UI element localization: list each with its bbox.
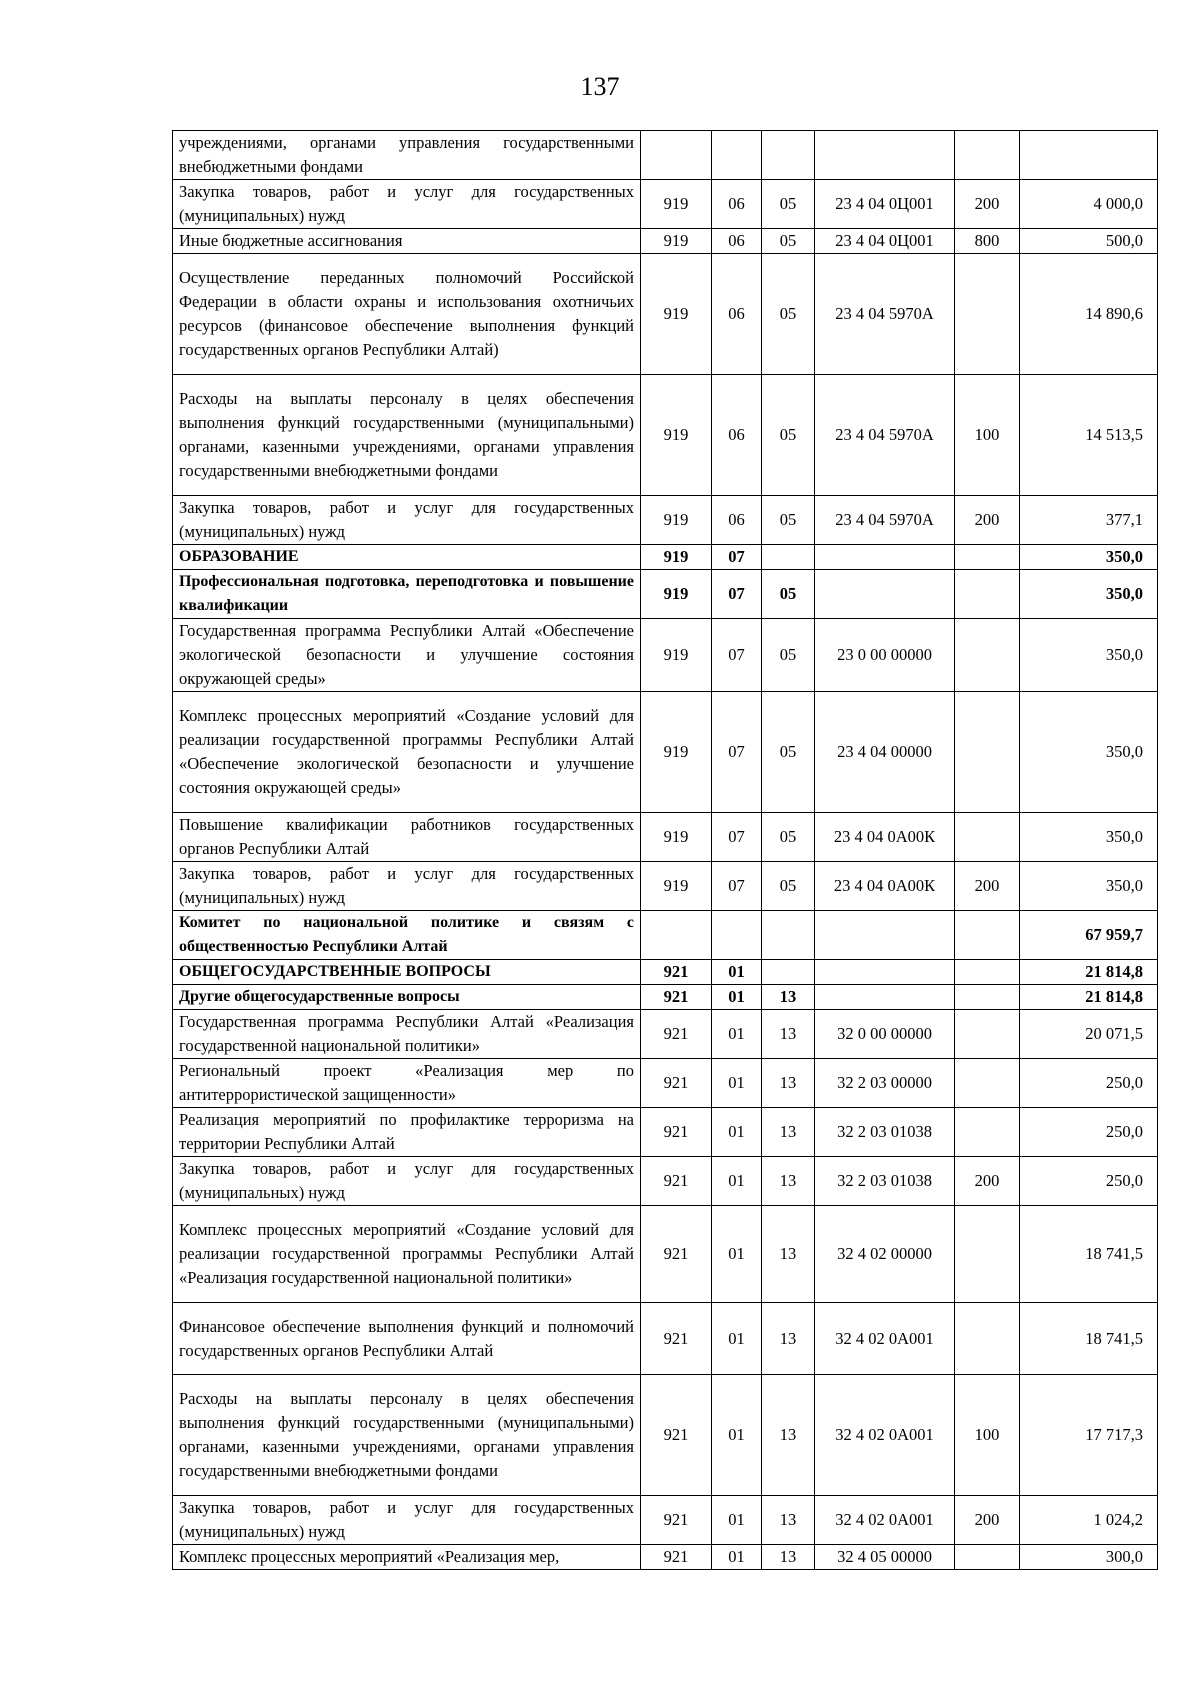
row-csr-cell: 23 4 04 00000 <box>815 692 955 813</box>
row-name-cell: Реализация мероприятий по профилактике терроризма на территории Республики Алтай <box>173 1108 641 1157</box>
row-csr-cell: 32 4 02 0А001 <box>815 1496 955 1545</box>
row-rz-cell: 07 <box>712 570 762 619</box>
row-vr-cell: 100 <box>955 1375 1020 1496</box>
row-vr-cell <box>955 254 1020 375</box>
row-gr-cell: 921 <box>641 960 712 985</box>
row-sum-cell: 500,0 <box>1020 229 1158 254</box>
row-gr-cell: 921 <box>641 985 712 1010</box>
row-csr-cell: 32 4 05 00000 <box>815 1545 955 1570</box>
row-gr-cell: 921 <box>641 1496 712 1545</box>
table-row <box>173 1157 1158 1206</box>
row-csr-cell <box>815 131 955 180</box>
table-row <box>173 496 1158 545</box>
row-rz-cell: 01 <box>712 1303 762 1375</box>
row-gr-cell: 919 <box>641 375 712 496</box>
table-row <box>173 1545 1158 1570</box>
row-csr-cell <box>815 570 955 619</box>
row-csr-cell: 23 0 00 00000 <box>815 619 955 692</box>
page-number: 137 <box>580 72 620 101</box>
row-name-cell: учреждениями, органами управления государственными внебюджетными фондами <box>173 131 641 180</box>
row-pr-cell <box>762 911 815 960</box>
row-rz-cell: 01 <box>712 1010 762 1059</box>
row-vr-cell <box>955 1303 1020 1375</box>
table-row <box>173 960 1158 985</box>
row-name-cell: Закупка товаров, работ и услуг для государственных (муниципальных) нужд <box>173 180 641 229</box>
row-sum-cell: 21 814,8 <box>1020 985 1158 1010</box>
row-sum-cell: 350,0 <box>1020 570 1158 619</box>
row-sum-cell <box>1020 131 1158 180</box>
row-name-cell: Финансовое обеспечение выполнения функций и полномочий государственных органов Республики Алтай <box>173 1303 641 1375</box>
row-pr-cell <box>762 545 815 570</box>
row-csr-cell <box>815 545 955 570</box>
row-gr-cell: 919 <box>641 813 712 862</box>
row-csr-cell: 32 2 03 00000 <box>815 1059 955 1108</box>
row-name-cell: Закупка товаров, работ и услуг для государственных (муниципальных) нужд <box>173 862 641 911</box>
row-pr-cell: 13 <box>762 1010 815 1059</box>
row-vr-cell: 800 <box>955 229 1020 254</box>
row-rz-cell: 07 <box>712 545 762 570</box>
row-vr-cell <box>955 570 1020 619</box>
row-csr-cell: 23 4 04 5970А <box>815 496 955 545</box>
row-csr-cell: 23 4 04 0Ц001 <box>815 180 955 229</box>
row-name-cell: Повышение квалификации работников государственных органов Республики Алтай <box>173 813 641 862</box>
row-name-cell: Закупка товаров, работ и услуг для государственных (муниципальных) нужд <box>173 496 641 545</box>
row-vr-cell: 200 <box>955 1496 1020 1545</box>
row-name-cell: Иные бюджетные ассигнования <box>173 229 641 254</box>
row-gr-cell: 919 <box>641 180 712 229</box>
row-rz-cell <box>712 911 762 960</box>
row-name-cell: Другие общегосударственные вопросы <box>173 985 641 1010</box>
row-name-cell: ОБЩЕГОСУДАРСТВЕННЫЕ ВОПРОСЫ <box>173 960 641 985</box>
row-pr-cell <box>762 131 815 180</box>
row-rz-cell: 01 <box>712 1108 762 1157</box>
row-sum-cell: 377,1 <box>1020 496 1158 545</box>
row-vr-cell <box>955 1206 1020 1303</box>
row-vr-cell <box>955 1010 1020 1059</box>
row-vr-cell: 200 <box>955 180 1020 229</box>
row-gr-cell: 919 <box>641 862 712 911</box>
table-row <box>173 813 1158 862</box>
table-row <box>173 985 1158 1010</box>
row-gr-cell: 921 <box>641 1375 712 1496</box>
row-vr-cell <box>955 813 1020 862</box>
row-pr-cell: 13 <box>762 1157 815 1206</box>
row-pr-cell: 13 <box>762 1206 815 1303</box>
row-gr-cell: 919 <box>641 496 712 545</box>
row-rz-cell: 06 <box>712 375 762 496</box>
row-gr-cell: 919 <box>641 619 712 692</box>
row-rz-cell: 07 <box>712 692 762 813</box>
row-pr-cell: 13 <box>762 1108 815 1157</box>
row-gr-cell: 921 <box>641 1010 712 1059</box>
row-name-cell: Комплекс процессных мероприятий «Создание условий для реализации государственной программы Республики Алтай «Обеспечение экологической безопасности и улучшение состояния окружающей среды» <box>173 692 641 813</box>
row-gr-cell: 921 <box>641 1108 712 1157</box>
row-name-cell: Профессиональная подготовка, переподготовка и повышение квалификации <box>173 570 641 619</box>
row-sum-cell: 350,0 <box>1020 545 1158 570</box>
table-row <box>173 1303 1158 1375</box>
row-csr-cell: 23 4 04 0А00К <box>815 813 955 862</box>
table-row <box>173 1010 1158 1059</box>
table-row <box>173 1059 1158 1108</box>
row-csr-cell <box>815 985 955 1010</box>
row-vr-cell <box>955 911 1020 960</box>
row-sum-cell: 1 024,2 <box>1020 1496 1158 1545</box>
row-sum-cell: 14 513,5 <box>1020 375 1158 496</box>
row-gr-cell: 921 <box>641 1303 712 1375</box>
row-gr-cell <box>641 131 712 180</box>
row-vr-cell: 200 <box>955 496 1020 545</box>
row-pr-cell: 13 <box>762 1545 815 1570</box>
row-csr-cell <box>815 911 955 960</box>
row-rz-cell: 06 <box>712 496 762 545</box>
row-name-cell: Расходы на выплаты персоналу в целях обеспечения выполнения функций государственными (муниципальными) органами, казенными учреждениями, органами управления государственными внебюджетными фондами <box>173 1375 641 1496</box>
row-pr-cell: 05 <box>762 229 815 254</box>
row-csr-cell: 32 0 00 00000 <box>815 1010 955 1059</box>
row-pr-cell: 13 <box>762 985 815 1010</box>
row-sum-cell: 350,0 <box>1020 862 1158 911</box>
row-rz-cell: 01 <box>712 1545 762 1570</box>
row-name-cell: Расходы на выплаты персоналу в целях обеспечения выполнения функций государственными (муниципальными) органами, казенными учреждениями, органами управления государственными внебюджетными фондами <box>173 375 641 496</box>
row-name-cell: ОБРАЗОВАНИЕ <box>173 545 641 570</box>
table-row <box>173 862 1158 911</box>
row-csr-cell: 23 4 04 5970А <box>815 375 955 496</box>
row-sum-cell: 18 741,5 <box>1020 1206 1158 1303</box>
row-vr-cell <box>955 1108 1020 1157</box>
row-rz-cell: 01 <box>712 1059 762 1108</box>
row-rz-cell: 01 <box>712 1375 762 1496</box>
table-row <box>173 619 1158 692</box>
table-row <box>173 570 1158 619</box>
row-pr-cell: 05 <box>762 813 815 862</box>
row-sum-cell: 300,0 <box>1020 1545 1158 1570</box>
row-sum-cell: 350,0 <box>1020 813 1158 862</box>
row-sum-cell: 4 000,0 <box>1020 180 1158 229</box>
row-rz-cell: 01 <box>712 1496 762 1545</box>
table-row <box>173 254 1158 375</box>
row-gr-cell: 919 <box>641 692 712 813</box>
row-name-cell: Комплекс процессных мероприятий «Реализация мер, <box>173 1545 641 1570</box>
row-gr-cell: 921 <box>641 1206 712 1303</box>
row-sum-cell: 350,0 <box>1020 619 1158 692</box>
row-vr-cell: 200 <box>955 862 1020 911</box>
row-csr-cell: 23 4 04 0Ц001 <box>815 229 955 254</box>
row-rz-cell: 06 <box>712 254 762 375</box>
row-name-cell: Государственная программа Республики Алтай «Реализация государственной национальной политики» <box>173 1010 641 1059</box>
row-csr-cell: 32 2 03 01038 <box>815 1157 955 1206</box>
row-gr-cell: 919 <box>641 570 712 619</box>
row-sum-cell: 17 717,3 <box>1020 1375 1158 1496</box>
row-pr-cell: 05 <box>762 496 815 545</box>
row-csr-cell: 32 2 03 01038 <box>815 1108 955 1157</box>
row-gr-cell <box>641 911 712 960</box>
row-pr-cell: 05 <box>762 180 815 229</box>
row-pr-cell: 05 <box>762 862 815 911</box>
row-rz-cell: 01 <box>712 960 762 985</box>
table-row <box>173 1206 1158 1303</box>
row-gr-cell: 919 <box>641 545 712 570</box>
table-row <box>173 911 1158 960</box>
row-sum-cell: 250,0 <box>1020 1108 1158 1157</box>
row-csr-cell: 32 4 02 0А001 <box>815 1375 955 1496</box>
row-gr-cell: 921 <box>641 1545 712 1570</box>
row-pr-cell <box>762 960 815 985</box>
row-vr-cell <box>955 619 1020 692</box>
row-sum-cell: 67 959,7 <box>1020 911 1158 960</box>
row-gr-cell: 921 <box>641 1059 712 1108</box>
row-name-cell: Закупка товаров, работ и услуг для государственных (муниципальных) нужд <box>173 1496 641 1545</box>
row-pr-cell: 13 <box>762 1059 815 1108</box>
row-rz-cell: 07 <box>712 862 762 911</box>
row-pr-cell: 13 <box>762 1303 815 1375</box>
row-gr-cell: 919 <box>641 254 712 375</box>
row-vr-cell <box>955 131 1020 180</box>
row-sum-cell: 21 814,8 <box>1020 960 1158 985</box>
table-row <box>173 229 1158 254</box>
row-rz-cell <box>712 131 762 180</box>
row-csr-cell: 23 4 04 5970А <box>815 254 955 375</box>
table-row <box>173 545 1158 570</box>
row-rz-cell: 01 <box>712 1157 762 1206</box>
table-row <box>173 1108 1158 1157</box>
row-pr-cell: 13 <box>762 1496 815 1545</box>
row-gr-cell: 921 <box>641 1157 712 1206</box>
row-name-cell: Комитет по национальной политике и связям с общественностью Республики Алтай <box>173 911 641 960</box>
row-vr-cell <box>955 960 1020 985</box>
row-vr-cell <box>955 545 1020 570</box>
row-rz-cell: 07 <box>712 813 762 862</box>
row-sum-cell: 18 741,5 <box>1020 1303 1158 1375</box>
row-rz-cell: 06 <box>712 180 762 229</box>
row-csr-cell: 23 4 04 0А00К <box>815 862 955 911</box>
table-row <box>173 180 1158 229</box>
budget-table <box>172 130 1158 1570</box>
row-gr-cell: 919 <box>641 229 712 254</box>
row-name-cell: Осуществление переданных полномочий Российской Федерации в области охраны и использования охотничьих ресурсов (финансовое обеспечение выполнения функций государственных органов Республики Алтай) <box>173 254 641 375</box>
row-rz-cell: 07 <box>712 619 762 692</box>
row-vr-cell <box>955 985 1020 1010</box>
row-vr-cell <box>955 692 1020 813</box>
row-vr-cell <box>955 1545 1020 1570</box>
row-name-cell: Государственная программа Республики Алтай «Обеспечение экологической безопасности и улучшение состояния окружающей среды» <box>173 619 641 692</box>
row-sum-cell: 14 890,6 <box>1020 254 1158 375</box>
row-pr-cell: 13 <box>762 1375 815 1496</box>
table-row <box>173 375 1158 496</box>
table-row <box>173 1375 1158 1496</box>
row-csr-cell <box>815 960 955 985</box>
table-row <box>173 131 1158 180</box>
row-vr-cell: 100 <box>955 375 1020 496</box>
row-vr-cell: 200 <box>955 1157 1020 1206</box>
row-pr-cell: 05 <box>762 570 815 619</box>
row-rz-cell: 01 <box>712 985 762 1010</box>
row-rz-cell: 06 <box>712 229 762 254</box>
row-vr-cell <box>955 1059 1020 1108</box>
table-row <box>173 692 1158 813</box>
row-pr-cell: 05 <box>762 254 815 375</box>
row-csr-cell: 32 4 02 0А001 <box>815 1303 955 1375</box>
row-sum-cell: 250,0 <box>1020 1059 1158 1108</box>
row-csr-cell: 32 4 02 00000 <box>815 1206 955 1303</box>
row-sum-cell: 20 071,5 <box>1020 1010 1158 1059</box>
row-sum-cell: 250,0 <box>1020 1157 1158 1206</box>
row-pr-cell: 05 <box>762 619 815 692</box>
table-row <box>173 1496 1158 1545</box>
row-sum-cell: 350,0 <box>1020 692 1158 813</box>
budget-table-body <box>173 131 1158 1570</box>
row-name-cell: Комплекс процессных мероприятий «Создание условий для реализации государственной программы Республики Алтай «Реализация государственной национальной политики» <box>173 1206 641 1303</box>
row-pr-cell: 05 <box>762 692 815 813</box>
row-rz-cell: 01 <box>712 1206 762 1303</box>
row-pr-cell: 05 <box>762 375 815 496</box>
row-name-cell: Закупка товаров, работ и услуг для государственных (муниципальных) нужд <box>173 1157 641 1206</box>
row-name-cell: Региональный проект «Реализация мер по антитеррористической защищенности» <box>173 1059 641 1108</box>
